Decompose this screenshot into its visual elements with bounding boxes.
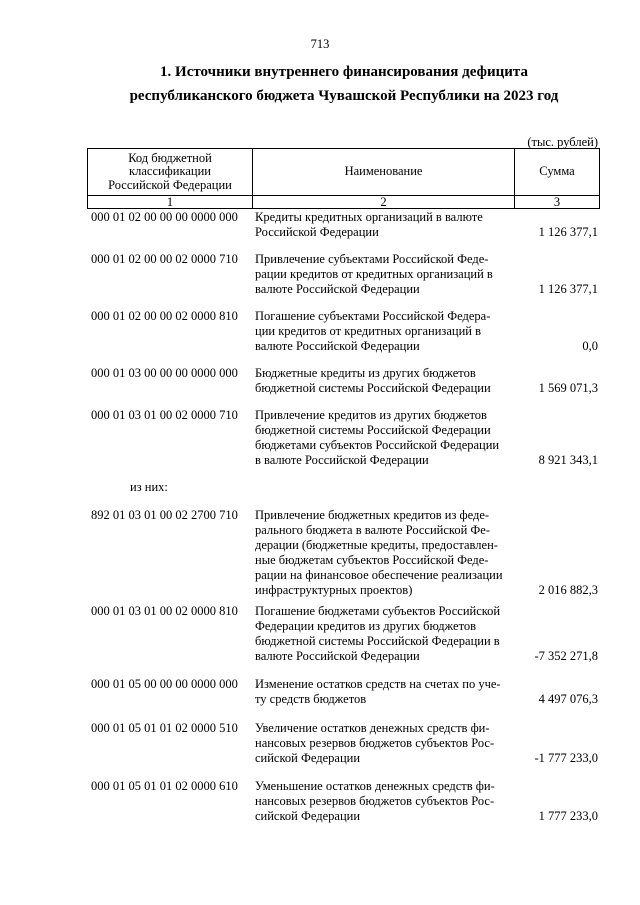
item-name-line: Привлечение субъектами Российской Феде- [255,252,489,266]
item-name-line: бюджетной системы Российской Федерации [255,423,491,437]
column-number-3: 3 [515,196,600,209]
item-name-line: валюте Российской Федерации [255,282,420,296]
amount-value: 1 777 233,0 [538,809,598,823]
item-name-line: Привлечение бюджетных кредитов из феде- [255,508,490,522]
amount-value: 1 126 377,1 [538,282,598,296]
amount-value: -1 777 233,0 [534,751,598,765]
item-name-line: ные бюджетам субъектов Российской Феде- [255,553,489,567]
subheading-label: из них: [130,480,168,494]
amount-value: 8 921 343,1 [538,453,598,467]
amount-value: 0,0 [582,339,598,353]
title-line-1: 1. Источники внутреннего финансирования дефицита [160,64,528,80]
budget-code: 000 01 03 00 00 00 0000 000 [91,366,238,380]
item-name-line: Бюджетные кредиты из других бюджетов [255,366,476,380]
units-label: (тыс. рублей) [527,135,598,149]
column-number-1: 1 [88,196,253,209]
item-name [255,252,513,297]
item-name-line: сийской Федерации [255,809,361,823]
item-name [255,309,513,354]
item-name-line: валюте Российской Федерации [255,649,420,663]
header-amount-column: Сумма [515,149,600,196]
item-name [255,721,513,766]
budget-code: 000 01 05 01 01 02 0000 510 [91,721,238,735]
amount-value: -7 352 271,8 [534,649,598,663]
budget-code: 000 01 02 00 00 02 0000 810 [91,309,238,323]
table-header [87,148,600,209]
budget-code: 000 01 02 00 00 00 0000 000 [91,210,238,224]
item-name-line: инфраструктурных проектов) [255,583,413,597]
column-number-2: 2 [253,196,515,209]
item-name-line: Изменение остатков средств на счетах по уче- [255,677,501,691]
item-name-line: рации кредитов от кредитных организаций в [255,267,493,281]
document-title [60,60,628,108]
item-name [255,779,513,824]
budget-code: 000 01 02 00 00 02 0000 710 [91,252,238,266]
item-name-line: бюджетами субъектов Российской Федерации [255,438,500,452]
amount-value: 2 016 882,3 [538,583,598,597]
header-code-line-1: Код бюджетной [128,150,212,165]
item-name-line: Российской Федерации [255,225,379,239]
amount-value: 1 569 071,3 [538,381,598,395]
header-code-line-2: классификации [129,164,211,179]
item-name-line: бюджетной системы Российской Федерации в [255,634,500,648]
item-name-line: ции кредитов от кредитных организаций в [255,324,482,338]
budget-code: 000 01 03 01 00 02 0000 810 [91,604,238,618]
budget-code: 892 01 03 01 00 02 2700 710 [91,508,238,522]
header-name-column: Наименование [253,149,515,196]
item-name-line: ту средств бюджетов [255,692,367,706]
item-name-line: Уменьшение остатков денежных средств фи- [255,779,495,793]
item-name-line: нансовых резервов бюджетов субъектов Рос- [255,736,495,750]
item-name-line: Погашение бюджетами субъектов Российской [255,604,501,618]
item-name-line: сийской Федерации [255,751,361,765]
item-name-line: в валюте Российской Федерации [255,453,429,467]
item-name-line: валюте Российской Федерации [255,339,420,353]
item-name-line: рации на финансовое обеспечение реализации [255,568,503,582]
item-name-line: Привлечение кредитов из других бюджетов [255,408,487,422]
header-code-line-3: Российской Федерации [108,177,232,192]
item-name [255,604,513,664]
item-name [255,210,513,240]
budget-code: 000 01 05 01 01 02 0000 610 [91,779,238,793]
item-name-line: нансовых резервов бюджетов субъектов Рос- [255,794,495,808]
item-name [255,366,513,396]
item-name [255,677,513,707]
amount-value: 4 497 076,3 [538,692,598,706]
item-name-line: бюджетной системы Российской Федерации [255,381,491,395]
budget-code: 000 01 03 01 00 02 0000 710 [91,408,238,422]
title-line-2: республиканского бюджета Чувашской Республики на 2023 год [129,88,559,104]
header-code-column [88,149,253,196]
page-number: 713 [310,37,330,51]
item-name-line: рального бюджета в валюте Российской Фе- [255,523,490,537]
item-name-line: Увеличение остатков денежных средств фи- [255,721,490,735]
item-name-line: Кредиты кредитных организаций в валюте [255,210,483,224]
item-name-line: дерации (бюджетные кредиты, предоставлен- [255,538,498,552]
item-name [255,508,513,598]
amount-value: 1 126 377,1 [538,225,598,239]
item-name [255,408,513,468]
budget-code: 000 01 05 00 00 00 0000 000 [91,677,238,691]
item-name-line: Федерации кредитов из других бюджетов [255,619,477,633]
item-name-line: Погашение субъектами Российской Федера- [255,309,491,323]
